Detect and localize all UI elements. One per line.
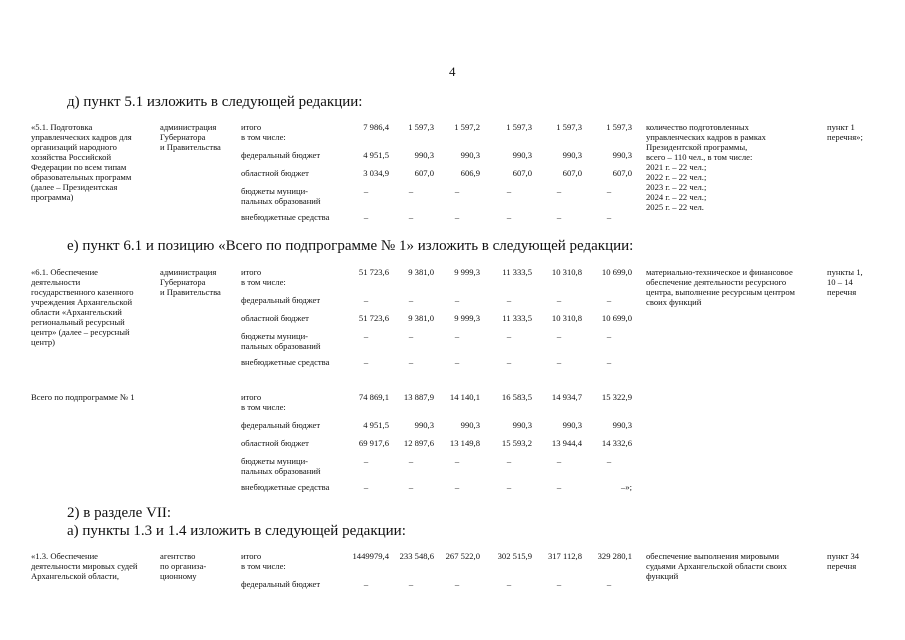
event-name-line: Федерации по всем типам — [31, 162, 127, 172]
funding-source — [241, 122, 351, 142]
indicator-link-line: пункт 34 — [827, 551, 860, 561]
expected-result — [646, 267, 816, 307]
expected-result-line: 2023 г. – 22 чел.; — [646, 182, 707, 192]
funding-source-line: федеральный бюджет — [241, 150, 321, 160]
funding-source-line: пальных образований — [241, 196, 321, 206]
expected-result-line: 2021 г. – 22 чел.; — [646, 162, 707, 172]
amount-cell: 990,3 — [414, 420, 434, 430]
amount-cell: – — [556, 295, 562, 305]
amount-cell: – — [506, 331, 512, 341]
responsible-party — [160, 551, 238, 581]
amount-cell: 990,3 — [512, 420, 532, 430]
amount-cell: – — [606, 186, 612, 196]
amount-cell: – — [363, 212, 369, 222]
amount-cell: 7 986,4 — [363, 122, 389, 132]
funding-source — [241, 212, 351, 222]
expected-result-line: обеспечение деятельности ресурсного — [646, 277, 787, 287]
indicator-link-line: 10 – 14 — [827, 277, 853, 287]
amount-cell: – — [506, 579, 512, 589]
amount-cell: – — [556, 331, 562, 341]
amount-cell: 990,3 — [562, 150, 582, 160]
funding-source-line: бюджеты муници- — [241, 456, 309, 466]
amount-cell: 1449979,4 — [352, 551, 389, 561]
event-name-line: Всего по подпрограмме № 1 — [31, 392, 135, 402]
funding-source-line: федеральный бюджет — [241, 420, 321, 430]
amount-cell: 13 887,9 — [403, 392, 434, 402]
funding-source — [241, 186, 351, 206]
event-name — [31, 392, 149, 402]
heading-d: д) пункт 5.1 изложить в следующей редакции: — [67, 94, 363, 110]
amount-cell: – — [363, 579, 369, 589]
event-name-line: «1.3. Обеспечение — [31, 551, 98, 561]
amount-cell: 9 381,0 — [408, 313, 434, 323]
funding-source-line: областной бюджет — [241, 438, 309, 448]
expected-result-line: 2022 г. – 22 чел.; — [646, 172, 707, 182]
amount-cell: – — [556, 456, 562, 466]
amount-cell: – — [454, 331, 460, 341]
event-name-line: центр» (далее – ресурсный — [31, 327, 130, 337]
amount-cell: 267 522,0 — [445, 551, 480, 561]
funding-source-line: областной бюджет — [241, 313, 309, 323]
event-name-line: государственного казенного — [31, 287, 134, 297]
amount-cell: – — [556, 482, 562, 492]
amount-cell: 9 999,3 — [454, 267, 480, 277]
amount-cell: 990,3 — [414, 150, 434, 160]
amount-cell: – — [506, 295, 512, 305]
amount-cell: – — [506, 357, 512, 367]
expected-result-line: функций — [646, 571, 679, 581]
amount-cell: – — [363, 186, 369, 196]
amount-cell: 9 999,3 — [454, 313, 480, 323]
funding-source — [241, 482, 351, 492]
amount-cell: 1 597,3 — [606, 122, 632, 132]
funding-source — [241, 357, 351, 367]
expected-result-line: материально-техническое и финансовое — [646, 267, 793, 277]
amount-cell: 11 333,5 — [502, 267, 532, 277]
expected-result-line: всего – 110 чел., в том числе: — [646, 152, 753, 162]
event-name-line: управленческих кадров для — [31, 132, 132, 142]
responsible-party-line: и Правительства — [160, 287, 221, 297]
amount-cell: – — [454, 482, 460, 492]
amount-cell: 607,0 — [512, 168, 532, 178]
amount-cell: – — [454, 186, 460, 196]
heading-section-2: 2) в разделе VII: — [67, 505, 172, 521]
funding-source-line: областной бюджет — [241, 168, 309, 178]
expected-result-line: управленческих кадров в рамках — [646, 132, 766, 142]
funding-source-line: итого — [241, 267, 262, 277]
amount-cell: – — [454, 295, 460, 305]
amount-cell: – — [606, 579, 612, 589]
indicator-link-line: пункты 1, — [827, 267, 863, 277]
amount-cell: – — [408, 295, 414, 305]
event-name-line: Архангельской области, — [31, 571, 120, 581]
funding-source-line: в том числе: — [241, 402, 286, 412]
amount-cell: 4 951,5 — [363, 420, 389, 430]
amount-cell: – — [606, 357, 612, 367]
amount-cell: 16 583,5 — [501, 392, 532, 402]
funding-source — [241, 168, 351, 178]
funding-source-line: итого — [241, 551, 262, 561]
funding-source-line: бюджеты муници- — [241, 331, 309, 341]
funding-source-line: федеральный бюджет — [241, 295, 321, 305]
amount-cell: 69 917,6 — [358, 438, 389, 448]
expected-result-line: 2024 г. – 22 чел.; — [646, 192, 707, 202]
funding-source — [241, 313, 351, 323]
expected-result-line: центра, выполнение ресурсным центром — [646, 287, 795, 297]
amount-cell: – — [363, 482, 369, 492]
amount-cell: – — [506, 456, 512, 466]
responsible-party-line: администрация — [160, 122, 217, 132]
amount-cell: 329 280,1 — [597, 551, 632, 561]
amount-cell: – — [506, 482, 512, 492]
event-name-line: программа) — [31, 192, 74, 202]
amount-cell: 1 597,3 — [408, 122, 434, 132]
event-name — [31, 122, 149, 202]
event-name-line: деятельности мировых судей — [31, 561, 138, 571]
amount-cell: – — [408, 331, 414, 341]
indicator-link — [827, 551, 887, 571]
amount-cell: 11 333,5 — [502, 313, 532, 323]
amount-cell: – — [556, 212, 562, 222]
responsible-party-line: Губернатора — [160, 277, 206, 287]
amount-cell: – — [408, 212, 414, 222]
amount-cell: 10 310,8 — [551, 313, 582, 323]
amount-cell: – — [408, 186, 414, 196]
funding-source-line: внебюджетные средства — [241, 482, 330, 492]
amount-cell: – — [408, 579, 414, 589]
funding-source-line: бюджеты муници- — [241, 186, 309, 196]
amount-cell: 15 322,9 — [601, 392, 632, 402]
funding-source — [241, 331, 351, 351]
event-name-line: учреждения Архангельской — [31, 297, 133, 307]
funding-source — [241, 438, 351, 448]
expected-result-line: обеспечение выполнения мировыми — [646, 551, 780, 561]
amount-cell: – — [556, 579, 562, 589]
amount-cell: – — [506, 212, 512, 222]
amount-cell: 607,0 — [612, 168, 632, 178]
funding-source — [241, 295, 351, 305]
heading-a: а) пункты 1.3 и 1.4 изложить в следующей редакции: — [67, 523, 406, 539]
amount-cell: 4 951,5 — [363, 150, 389, 160]
funding-source — [241, 420, 351, 430]
amount-cell: 15 593,2 — [501, 438, 532, 448]
amount-cell: 12 897,6 — [403, 438, 434, 448]
indicator-link — [827, 267, 887, 297]
amount-cell: 607,0 — [414, 168, 434, 178]
responsible-party-line: Губернатора — [160, 132, 206, 142]
amount-cell: 10 699,0 — [601, 267, 632, 277]
amount-cell: – — [408, 482, 414, 492]
funding-source-line: итого — [241, 392, 262, 402]
page-number: 4 — [449, 64, 456, 79]
amount-cell: – — [454, 579, 460, 589]
event-name-line: «6.1. Обеспечение — [31, 267, 98, 277]
event-name-line: образовательных программ — [31, 172, 132, 182]
indicator-link-line: пункт 1 — [827, 122, 855, 132]
amount-cell: 9 381,0 — [408, 267, 434, 277]
expected-result-line: судьями Архангельской области своих — [646, 561, 787, 571]
funding-source-line: внебюджетные средства — [241, 212, 330, 222]
funding-source-line: внебюджетные средства — [241, 357, 330, 367]
funding-source-line: пальных образований — [241, 466, 321, 476]
funding-source — [241, 267, 351, 287]
amount-cell: – — [454, 212, 460, 222]
amount-cell: 990,3 — [460, 420, 480, 430]
event-name-line: «5.1. Подготовка — [31, 122, 93, 132]
expected-result-line: своих функций — [646, 297, 702, 307]
indicator-link-line: перечня»; — [827, 132, 863, 142]
funding-source — [241, 456, 351, 476]
funding-source-line: пальных образований — [241, 341, 321, 351]
responsible-party-line: и Правительства — [160, 142, 221, 152]
amount-cell: 990,3 — [612, 420, 632, 430]
amount-cell: 990,3 — [460, 150, 480, 160]
amount-cell: – — [606, 331, 612, 341]
amount-cell: 13 944,4 — [551, 438, 582, 448]
amount-cell: 1 597,3 — [506, 122, 532, 132]
responsible-party-line: агентство — [160, 551, 196, 561]
expected-result — [646, 551, 816, 581]
funding-source-line: федеральный бюджет — [241, 579, 321, 589]
amount-cell: 14 140,1 — [449, 392, 480, 402]
amount-cell: – — [606, 295, 612, 305]
event-name-line: деятельности — [31, 277, 81, 287]
amount-cell: –»; — [621, 482, 632, 492]
funding-source-line: в том числе: — [241, 561, 286, 571]
amount-cell: 51 723,6 — [358, 267, 389, 277]
amount-cell: – — [363, 295, 369, 305]
event-name — [31, 267, 149, 347]
funding-source — [241, 579, 351, 589]
event-name-line: (далее – Президентская — [31, 182, 118, 192]
amount-cell: – — [363, 331, 369, 341]
amount-cell: – — [363, 456, 369, 466]
amount-cell: – — [506, 186, 512, 196]
indicator-link — [827, 122, 887, 142]
amount-cell: 990,3 — [562, 420, 582, 430]
event-name-line: организаций народного — [31, 142, 117, 152]
amount-cell: 990,3 — [512, 150, 532, 160]
amount-cell: 1 597,2 — [454, 122, 480, 132]
expected-result-line: количество подготовленных — [646, 122, 749, 132]
funding-source-line: итого — [241, 122, 262, 132]
expected-result-line: Президентской программы, — [646, 142, 748, 152]
amount-cell: 10 699,0 — [601, 313, 632, 323]
responsible-party — [160, 267, 238, 297]
responsible-party-line: администрация — [160, 267, 217, 277]
responsible-party-line: ционному — [160, 571, 197, 581]
amount-cell: – — [556, 357, 562, 367]
amount-cell: 3 034,9 — [363, 168, 389, 178]
funding-source-line: в том числе: — [241, 277, 286, 287]
amount-cell: – — [408, 357, 414, 367]
amount-cell: – — [606, 212, 612, 222]
amount-cell: 606,9 — [460, 168, 480, 178]
expected-result-line: 2025 г. – 22 чел. — [646, 202, 704, 212]
amount-cell: 302 515,9 — [497, 551, 532, 561]
responsible-party-line: по организа- — [160, 561, 207, 571]
amount-cell: 990,3 — [612, 150, 632, 160]
heading-e: е) пункт 6.1 и позицию «Всего по подпрограмме № 1» изложить в следующей редакции: — [67, 238, 634, 254]
event-name-line: региональный ресурсный — [31, 317, 125, 327]
amount-cell: 51 723,6 — [358, 313, 389, 323]
amount-cell: – — [363, 357, 369, 367]
amount-cell: – — [606, 456, 612, 466]
event-name-line: хозяйства Российской — [31, 152, 112, 162]
amount-cell: – — [556, 186, 562, 196]
amount-cell: 14 332,6 — [601, 438, 632, 448]
event-name-line: центр) — [31, 337, 56, 347]
amount-cell: – — [454, 456, 460, 466]
event-name-line: области «Архангельский — [31, 307, 122, 317]
expected-result — [646, 122, 816, 212]
funding-source — [241, 551, 351, 571]
amount-cell: – — [408, 456, 414, 466]
responsible-party — [160, 122, 238, 152]
amount-cell: 607,0 — [562, 168, 582, 178]
amount-cell: 1 597,3 — [556, 122, 582, 132]
amount-cell: 10 310,8 — [551, 267, 582, 277]
event-name — [31, 551, 149, 581]
amount-cell: – — [454, 357, 460, 367]
indicator-link-line: перечня — [827, 561, 857, 571]
funding-source-line: в том числе: — [241, 132, 286, 142]
amount-cell: 74 869,1 — [358, 392, 389, 402]
indicator-link-line: перечня — [827, 287, 857, 297]
funding-source — [241, 392, 351, 412]
amount-cell: 14 934,7 — [551, 392, 582, 402]
amount-cell: 233 548,6 — [399, 551, 434, 561]
funding-source — [241, 150, 351, 160]
amount-cell: 13 149,8 — [449, 438, 480, 448]
amount-cell: 317 112,8 — [547, 551, 582, 561]
